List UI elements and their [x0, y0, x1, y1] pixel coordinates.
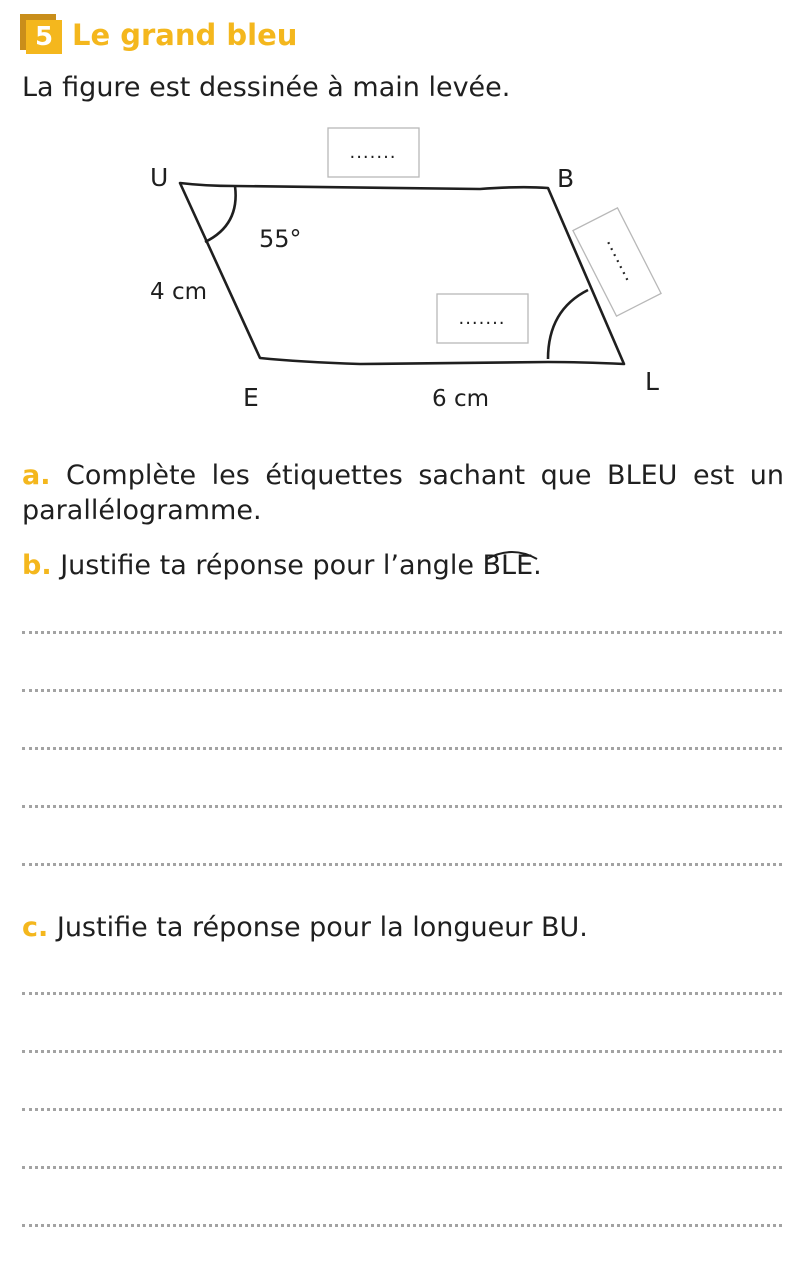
answer-line-c-5[interactable] [22, 1224, 782, 1227]
blank-label-right[interactable] [573, 208, 661, 316]
angle-notation [483, 548, 534, 583]
side-el-length: 6 cm [432, 386, 489, 412]
question-b-period: . [533, 550, 542, 581]
blank-label-right-dots: ....... [601, 233, 642, 286]
intro-text: La figure est dessinée à main levée. [22, 72, 511, 103]
answer-line-c-3[interactable] [22, 1108, 782, 1111]
angle-u-value: 55° [259, 225, 302, 253]
point-l-label: L [645, 367, 659, 396]
question-a-text: Complète les étiquettes sachant que BLEU est un parallélogramme. [22, 460, 784, 526]
answer-line-c-1[interactable] [22, 992, 782, 995]
answer-line-b-3[interactable] [22, 747, 782, 750]
question-b-text: Justifie ta réponse pour l’angle [60, 550, 474, 581]
question-c [22, 910, 784, 945]
question-b-letter: b. [22, 550, 52, 581]
question-c-text: Justifie ta réponse pour la longueur BU. [56, 912, 588, 943]
angle-hat-mark [485, 547, 539, 561]
question-a-letter: a. [22, 460, 51, 491]
answer-line-c-2[interactable] [22, 1050, 782, 1053]
blank-label-inner[interactable] [437, 294, 528, 343]
parallelogram-figure [0, 110, 803, 420]
answer-line-b-1[interactable] [22, 631, 782, 634]
angle-u-arc [205, 186, 236, 242]
answer-line-b-2[interactable] [22, 689, 782, 692]
exercise-number: 5 [26, 20, 62, 54]
answer-line-b-5[interactable] [22, 863, 782, 866]
question-a [22, 458, 784, 528]
exercise-title: Le grand bleu [72, 18, 298, 52]
parallelogram-outline [180, 183, 624, 364]
point-b-label: B [557, 164, 575, 193]
side-ue-length: 4 cm [150, 279, 207, 305]
angle-l-arc [548, 290, 588, 359]
answer-line-b-4[interactable] [22, 805, 782, 808]
blank-label-top[interactable] [328, 128, 419, 177]
blank-label-top-dots: ....... [349, 142, 397, 163]
question-c-letter: c. [22, 912, 49, 943]
angle-name: BLE [482, 550, 534, 581]
blank-label-inner-dots: ....... [458, 308, 506, 329]
point-e-label: E [243, 383, 259, 412]
point-u-label: U [150, 163, 169, 192]
answer-line-c-4[interactable] [22, 1166, 782, 1169]
question-b [22, 548, 784, 583]
